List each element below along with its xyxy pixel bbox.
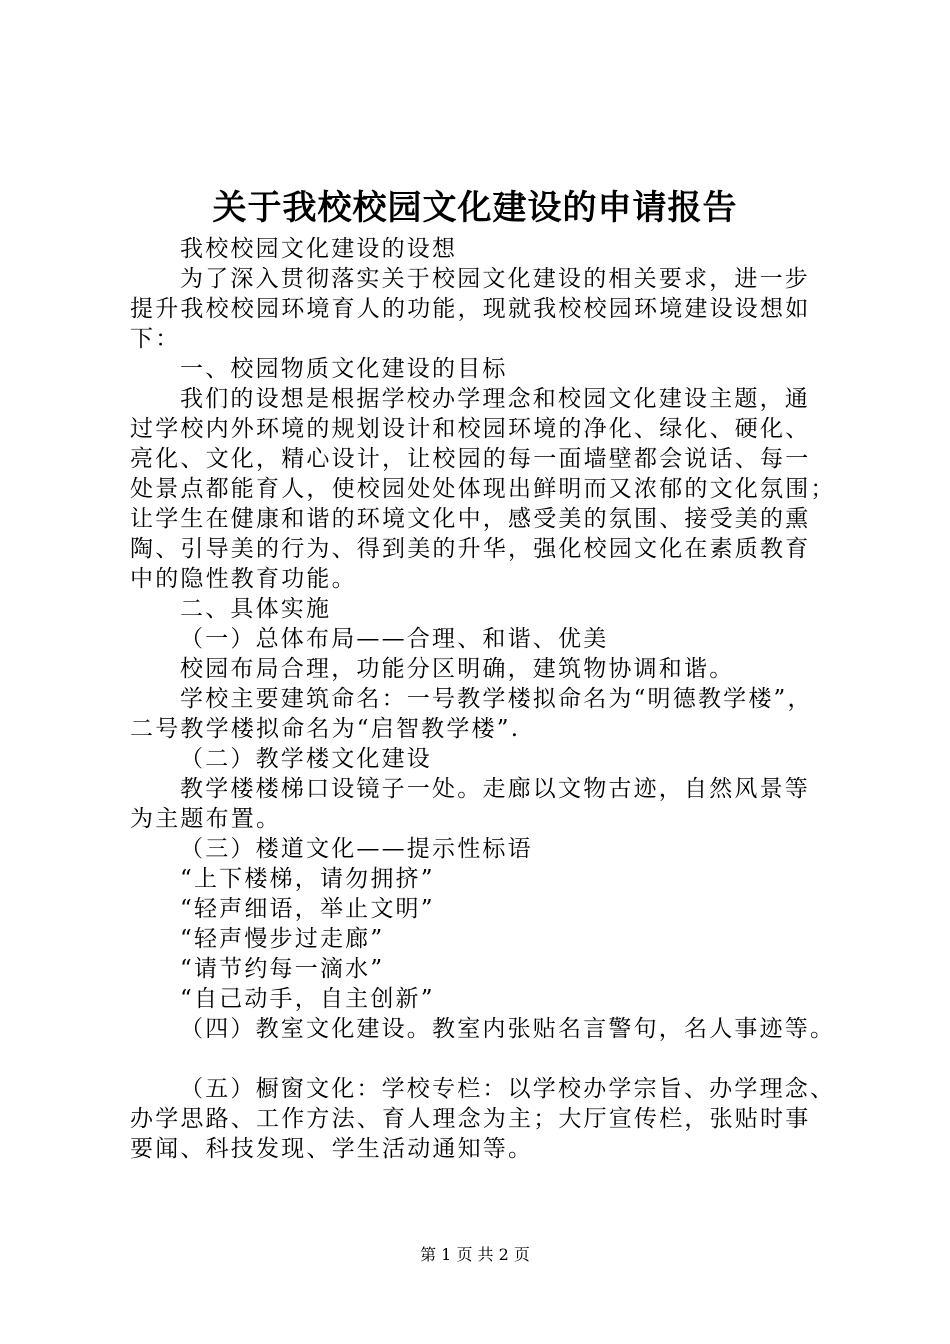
- paragraph-line: 校园布局合理，功能分区明确，建筑物协调和谐。: [180, 656, 735, 682]
- paragraph-line: 让学生在健康和谐的环境文化中，感受美的氛围、接受美的熏: [130, 506, 811, 532]
- paragraph-line: （五）橱窗文化：学校专栏：以学校办学宗旨、办学理念、: [180, 1076, 836, 1102]
- document-title: 关于我校校园文化建设的申请报告: [212, 188, 738, 228]
- paragraph-line: 下：: [130, 326, 181, 352]
- paragraph-line: 我校校园文化建设的设想: [180, 236, 458, 262]
- paragraph-spacer: [130, 1044, 840, 1074]
- paragraph-line: 过学校内外环境的规划设计和校园环境的净化、绿化、硬化、: [130, 416, 811, 442]
- paragraph-line: （四）教室文化建设。教室内张贴名言警句，名人事迹等。: [180, 1016, 836, 1042]
- paragraph-line: 亮化、文化，精心设计，让校园的每一面墙壁都会说话、每一: [130, 446, 811, 472]
- section-heading: 二、具体实施: [180, 596, 332, 622]
- subsection-heading: （一）总体布局——合理、和谐、优美: [180, 626, 609, 652]
- paragraph-line: 提升我校校园环境育人的功能，现就我校校园环境建设设想如: [130, 296, 811, 322]
- paragraph-line: 中的隐性教育功能。: [130, 566, 357, 592]
- paragraph-line: 办学思路、工作方法、育人理念为主；大厅宣传栏，张贴时事: [130, 1106, 811, 1132]
- paragraph-line: 为主题布置。: [130, 806, 282, 832]
- paragraph-line: 要闻、科技发现、学生活动通知等。: [130, 1136, 534, 1162]
- slogan-line: “轻声慢步过走廊”: [180, 926, 385, 952]
- subsection-heading: （二）教学楼文化建设: [180, 746, 432, 772]
- subsection-heading: （三）楼道文化——提示性标语: [180, 836, 533, 862]
- slogan-line: “轻声细语，举止文明”: [180, 896, 435, 922]
- paragraph-line: 二号教学楼拟命名为“启智教学楼”.: [130, 716, 521, 742]
- slogan-line: “上下楼梯，请勿拥挤”: [180, 866, 435, 892]
- slogan-line: “自己动手，自主创新”: [180, 986, 435, 1012]
- document-body: [130, 234, 840, 1164]
- section-heading: 一、校园物质文化建设的目标: [180, 356, 508, 382]
- paragraph-line: 为了深入贯彻落实关于校园文化建设的相关要求，进一步: [180, 266, 810, 292]
- page-number-footer: 第 1 页 共 2 页: [420, 1245, 530, 1264]
- paragraph-line: 陶、引导美的行为、得到美的升华，强化校园文化在素质教育: [130, 536, 811, 562]
- paragraph-line: 学校主要建筑命名：一号教学楼拟命名为“明德教学楼”，: [180, 686, 813, 712]
- paragraph-line: 我们的设想是根据学校办学理念和校园文化建设主题，通: [180, 386, 810, 412]
- paragraph-line: 处景点都能育人，使校园处处体现出鲜明而又浓郁的文化氛围；: [130, 476, 836, 502]
- slogan-line: “请节约每一滴水”: [180, 956, 385, 982]
- paragraph-line: 教学楼楼梯口设镜子一处。走廊以文物古迹，自然风景等: [180, 776, 810, 802]
